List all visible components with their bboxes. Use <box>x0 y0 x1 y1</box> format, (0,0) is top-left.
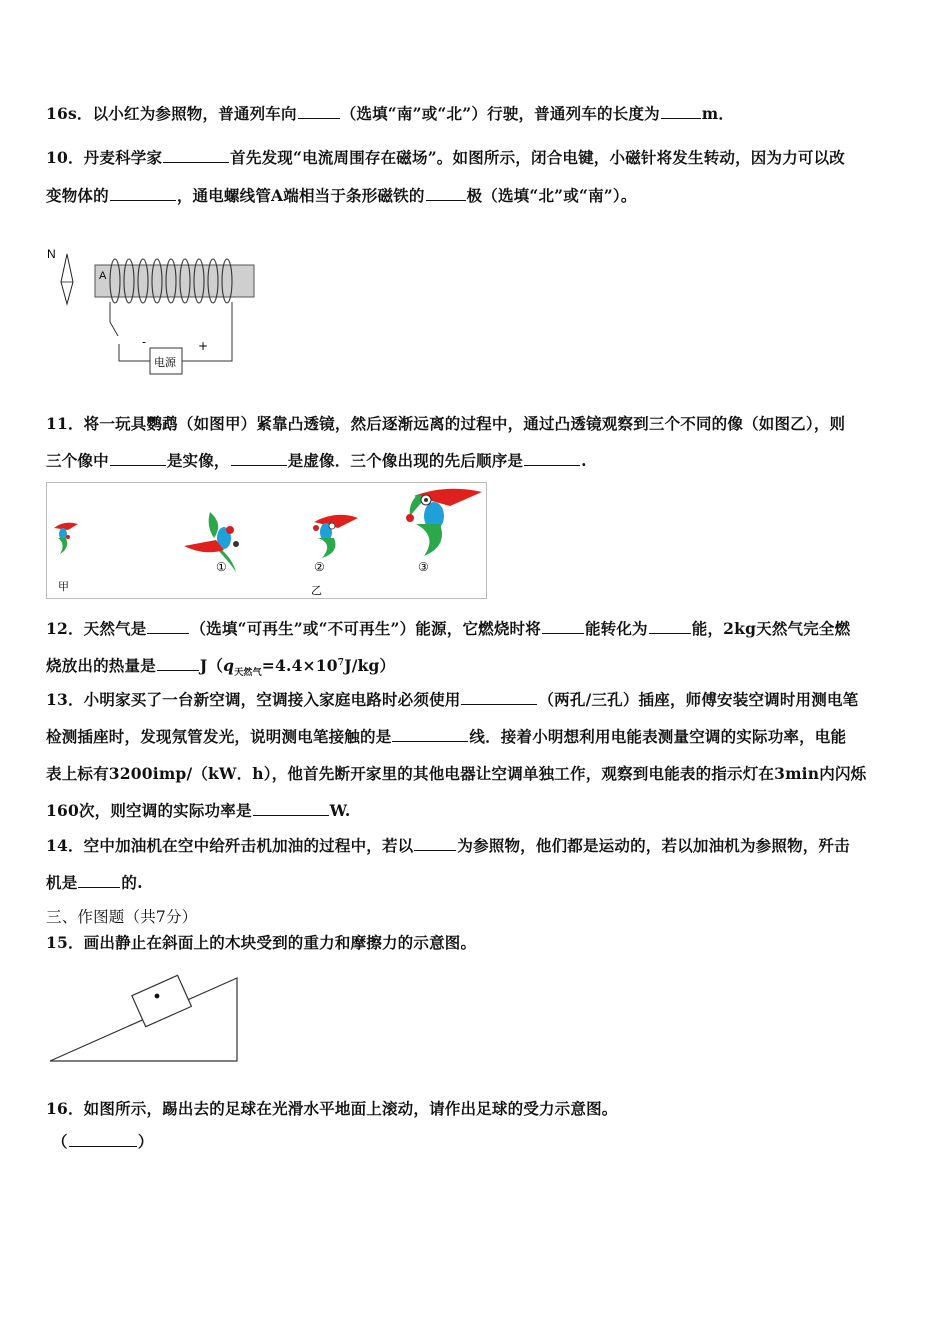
answer-blank[interactable] <box>147 619 189 634</box>
answer-blank[interactable] <box>524 451 580 466</box>
answer-blank[interactable] <box>110 451 166 466</box>
compass-needle-icon <box>61 254 73 304</box>
question-12-line1: 12．天然气是 （选填“可再生”或“不可再生”）能源，它燃烧时将 能转化为 能，2kg天然气完全燃 <box>46 619 851 638</box>
answer-blank[interactable] <box>298 104 340 119</box>
svg-text:-: - <box>142 335 147 349</box>
question-13-line4: 160次，则空调的实际功率是 W. <box>46 801 351 820</box>
svg-text:乙: 乙 <box>311 584 322 597</box>
question-16: 16．如图所示，踢出去的足球在光滑水平地面上滚动，请作出足球的受力示意图。 <box>46 1099 618 1118</box>
question-14-line1: 14．空中加油机在空中给歼击机加油的过程中，若以 为参照物，他们都是运动的，若以加油机为参照物，歼击 <box>46 836 850 855</box>
end-a-label: A <box>99 270 107 282</box>
svg-text:①: ① <box>216 560 227 574</box>
answer-blank[interactable] <box>163 148 229 163</box>
svg-text:+: + <box>198 339 209 353</box>
answer-blank[interactable] <box>78 873 120 888</box>
wooden-block <box>132 975 192 1026</box>
question-10-line1: 10．丹麦科学家 首先发现“电流周围存在磁场”。如图所示，闭合电键，小磁针将发生转动，因为力可以改 <box>46 148 846 167</box>
solenoid-circuit-figure <box>40 240 270 380</box>
compass-n-label: N <box>47 247 56 261</box>
svg-text:③: ③ <box>418 560 429 574</box>
svg-text:甲: 甲 <box>58 580 69 593</box>
power-supply-label: 电源 <box>154 356 176 369</box>
answer-blank[interactable] <box>649 619 691 634</box>
question-13-line3: 表上标有3200imp/（kW．h），他首先断开家里的其他电器让空调单独工作，观察到电能表的指示灯在3min内闪烁 <box>46 764 867 783</box>
answer-blank[interactable] <box>461 690 537 705</box>
section-3-title: 三、作图题（共7分） <box>46 908 198 926</box>
answer-blank[interactable] <box>661 104 701 119</box>
question-10-line2: 变物体的 ，通电螺线管A端相当于条形磁铁的 极（选填“北”或“南”）。 <box>46 186 637 205</box>
question-14-line2: 机是 的. <box>46 873 143 892</box>
answer-blank[interactable] <box>542 619 584 634</box>
answer-blank[interactable] <box>110 186 176 201</box>
answer-blank[interactable] <box>253 801 329 816</box>
answer-blank[interactable] <box>231 451 287 466</box>
question-11-line1: 11．将一玩具鹦鹉（如图甲）紧靠凸透镜，然后逐渐远离的过程中，通过凸透镜观察到三个不同的像（如图乙），则 <box>46 414 846 433</box>
answer-blank[interactable] <box>392 727 468 742</box>
svg-text:②: ② <box>314 560 325 574</box>
question-16-answer: （ ） <box>52 1132 154 1151</box>
answer-blank[interactable] <box>414 836 456 851</box>
question-13-line1: 13．小明家买了一台新空调，空调接入家庭电路时必须使用 （两孔/三孔）插座，师傅安装空调时用测电笔 <box>46 690 859 709</box>
incline-block-figure <box>46 962 246 1066</box>
question-12-line2: 烧放出的热量是 $J(q_{天然气}=4.4\times 10^7J/kg)$ <box>46 656 396 679</box>
question-13-line2: 检测插座时，发现氖管发光，说明测电笔接触的是 线．接着小明想利用电能表测量空调的实际功率，电能 <box>46 727 847 746</box>
answer-blank[interactable] <box>426 186 466 201</box>
question-11-line2: 三个像中 是实像， 是虚像．三个像出现的先后顺序是 . <box>46 451 587 470</box>
parrot-lens-figure <box>46 482 488 600</box>
block-center-dot <box>155 994 160 999</box>
question-15: 15．画出静止在斜面上的木块受到的重力和摩擦力的示意图。 <box>46 933 477 952</box>
answer-blank[interactable] <box>157 656 199 671</box>
question-16s: 16s．以小红为参照物，普通列车向 （选填“南”或“北”）行驶，普通列车的长度为 m． <box>46 104 735 123</box>
answer-blank[interactable] <box>69 1132 137 1147</box>
